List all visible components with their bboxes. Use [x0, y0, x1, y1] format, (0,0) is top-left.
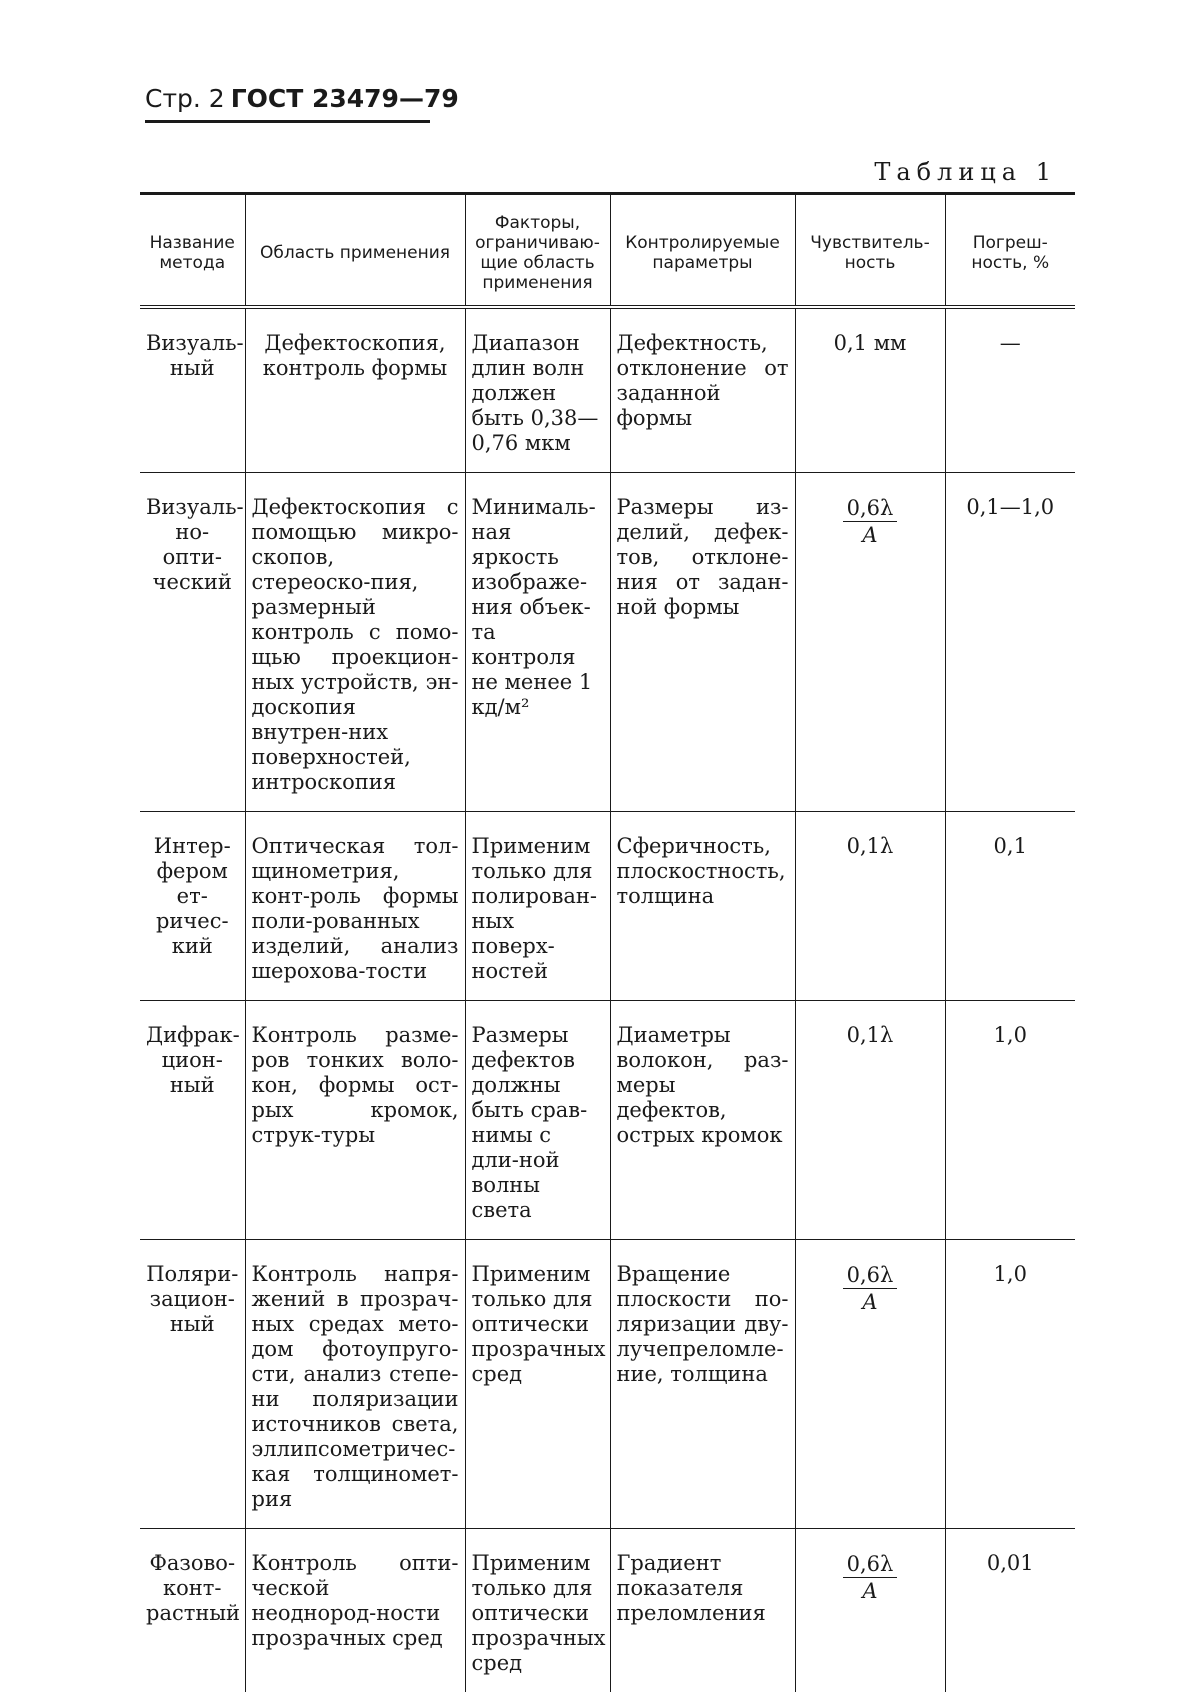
- method-cell: Интер-фером ет-ричес-кий: [140, 812, 245, 1001]
- factors-cell: Минималь-ная яркость изображе-ния объек-та контроля не менее 1 кд/м²: [465, 473, 610, 812]
- header-rule: [145, 120, 430, 123]
- method-cell: Визуаль-но-опти-ческий: [140, 473, 245, 812]
- parameters-cell: Вращение плоскости по-ляризации дву-лучепреломле-ние, толщина: [610, 1240, 795, 1529]
- sensitivity-fraction: [843, 1551, 898, 1604]
- sensitivity-cell: [795, 1529, 945, 1692]
- table-row: [140, 812, 1075, 1001]
- factors-cell: Применим только для полирован-ных поверх-ностей: [465, 812, 610, 1001]
- page-label: Стр. 2: [145, 84, 225, 113]
- column-header-sensitivity: Чувствитель-ность: [795, 194, 945, 308]
- method-cell: Поляри-зацион-ный: [140, 1240, 245, 1529]
- error-cell: 0,1—1,0: [945, 473, 1075, 812]
- method-cell: Дифрак-цион-ный: [140, 1001, 245, 1240]
- standard-number: ГОСТ 23479—79: [231, 84, 459, 113]
- error-cell: —: [945, 307, 1075, 473]
- sensitivity-cell: 0,1λ: [795, 1001, 945, 1240]
- parameters-cell: Сферичность, плоскостность, толщина: [610, 812, 795, 1001]
- fraction-denominator: A: [843, 1289, 898, 1315]
- methods-table: [140, 192, 1075, 1692]
- method-cell: Визуаль-ный: [140, 307, 245, 473]
- fraction-numerator: 0,6λ: [843, 495, 898, 522]
- application-cell: Контроль напря-жений в прозрач-ных средах мето-дом фотоупруго-сти, анализ степе-ни поляризации источников света, эллипсометричес-кая толщиномет-рия: [245, 1240, 465, 1529]
- sensitivity-cell: [795, 1240, 945, 1529]
- error-cell: 0,01: [945, 1529, 1075, 1692]
- table-row: [140, 1529, 1075, 1692]
- sensitivity-fraction: [843, 1262, 898, 1315]
- column-header-parameters: Контролируемые параметры: [610, 194, 795, 308]
- parameters-cell: Размеры из-делий, дефек-тов, отклоне-ния от задан-ной формы: [610, 473, 795, 812]
- error-cell: 0,1: [945, 812, 1075, 1001]
- table-row: [140, 1001, 1075, 1240]
- fraction-numerator: 0,6λ: [843, 1551, 898, 1578]
- column-header-application: Область применения: [245, 194, 465, 308]
- application-cell: Контроль разме-ров тонких воло-кон, формы ост-рых кромок, струк-туры: [245, 1001, 465, 1240]
- fraction-denominator: A: [843, 1578, 898, 1604]
- factors-cell: Диапазон длин волн должен быть 0,38—0,76 мкм: [465, 307, 610, 473]
- page-header: [145, 84, 459, 113]
- table-row: [140, 1240, 1075, 1529]
- error-cell: 1,0: [945, 1001, 1075, 1240]
- factors-cell: Применим только для оптически прозрачных сред: [465, 1529, 610, 1692]
- method-cell: Фазово-конт-растный: [140, 1529, 245, 1692]
- application-cell: Контроль опти-ческой неоднород-ности прозрачных сред: [245, 1529, 465, 1692]
- column-header-error: Погреш-ность, %: [945, 194, 1075, 308]
- table-row: [140, 473, 1075, 812]
- sensitivity-cell: 0,1λ: [795, 812, 945, 1001]
- parameters-cell: Дефектность, отклонение от заданной формы: [610, 307, 795, 473]
- table-header-row: [140, 194, 1075, 308]
- application-cell: Дефектоскопия, контроль формы: [245, 307, 465, 473]
- sensitivity-fraction: [843, 495, 898, 548]
- application-cell: Дефектоскопия с помощью микро-скопов, стереоско-пия, размерный контроль с помо-щью проекцион-ных устройств, эн-доскопия внутрен-них поверхностей, интроскопия: [245, 473, 465, 812]
- fraction-denominator: A: [843, 522, 898, 548]
- sensitivity-cell: 0,1 мм: [795, 307, 945, 473]
- column-header-factors: Факторы, ограничиваю-щие область применения: [465, 194, 610, 308]
- table-caption: Таблица 1: [874, 158, 1057, 186]
- factors-cell: Применим только для оптически прозрачных сред: [465, 1240, 610, 1529]
- factors-cell: Размеры дефектов должны быть срав-нимы с дли-ной волны света: [465, 1001, 610, 1240]
- parameters-cell: Диаметры волокон, раз-меры дефектов, острых кромок: [610, 1001, 795, 1240]
- table-row: [140, 307, 1075, 473]
- sensitivity-cell: [795, 473, 945, 812]
- fraction-numerator: 0,6λ: [843, 1262, 898, 1289]
- parameters-cell: Градиент показателя преломления: [610, 1529, 795, 1692]
- application-cell: Оптическая тол-щинометрия, конт-роль формы поли-рованных изделий, анализ шерохова-тости: [245, 812, 465, 1001]
- column-header-method: Название метода: [140, 194, 245, 308]
- error-cell: 1,0: [945, 1240, 1075, 1529]
